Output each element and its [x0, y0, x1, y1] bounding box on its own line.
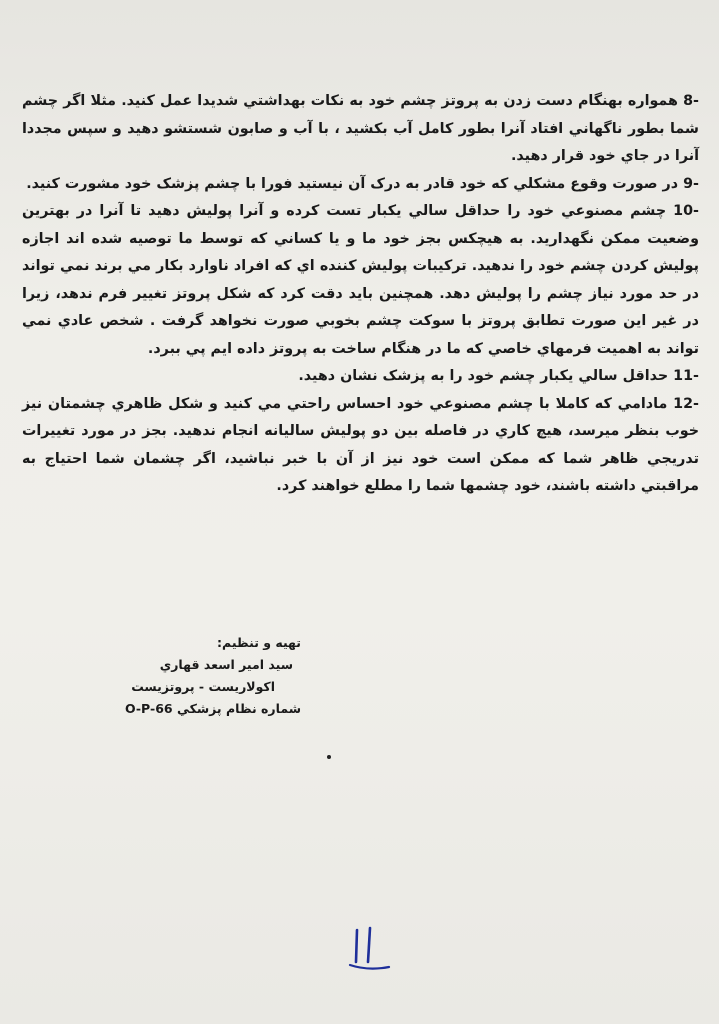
paragraph-number: 9-	[683, 175, 699, 192]
prepared-by-label: تهيه و تنظيم:	[217, 635, 301, 650]
paragraph-number: 11-	[673, 368, 699, 384]
paragraph-number: 10-	[673, 203, 699, 219]
paragraph-11	[22, 363, 699, 391]
paragraph-text: چشم مصنوعي خود را حداقل سالي يکبار تست کرده و آنرا پوليش دهيد تا آنرا در بهترين وضعيت ممکن نگهداريد. به هيچکس بجز خود ما و يا کساني که توسط ما توصيه شده اند اجازه پوليش کردن چشم خود را ندهيد. ترکيبات پوليش کننده اي که افراد ناوارد بکار مي برند نمي تواند در حد مورد نياز چشم را پوليش دهد. همچنين بايد دقت کرد که شکل پروتز تغيير فرم ندهد، زيرا در غير اين صورت تطابق پروتز با سوکت چشم بخوبي صورت نخواهد گرفت . شخص عادي نمي تواند به اهميت فرمهاي خاصي که ما در هنگام ساخت به پروتز داده ايم پي ببرد.	[22, 203, 699, 357]
author-title: اکولاريست - پروتزيست	[131, 679, 275, 694]
ink-dot	[327, 755, 331, 759]
paragraph-number: 12-	[673, 395, 699, 412]
paragraph-9	[22, 171, 699, 199]
medical-license-number: شماره نظام پزشکي O-P-66	[125, 701, 301, 716]
paragraph-12	[22, 391, 699, 501]
paragraph-number: 8-	[683, 93, 699, 109]
paragraph-text: حداقل سالي يکبار چشم خود را به پزشک نشان دهيد.	[298, 368, 669, 384]
paragraph-text: در صورت وقوع مشکلي که خود قادر به درک آن نيستيد فورا با چشم پزشک خود مشورت کنيد.	[26, 175, 679, 192]
paragraph-text: همواره بهنگام دست زدن به پروتز چشم خود به نکات بهداشتي شديدا عمل کنيد. مثلا اگر چشم شما بطور ناگهاني افتاد آنرا بطور کامل آب بکشيد ، با آب و صابون شستشو دهيد و سپس مجددا آنرا در جاي خود قرار دهيد.	[22, 93, 699, 164]
paragraph-text: مادامي که کاملا با چشم مصنوعي خود احساس راحتي مي کنيد و شکل ظاهري چشمتان نيز خوب بنظر ميرسد، هيچ کاري در فاصله بين دو پوليش ساليانه انجام ندهيد. بجز در مورد تغييرات تدريجي ظاهر شما که ممکن است خود نيز از آن با خبر نباشيد، اگر چشمان شما احتياج به مراقبتي داشته باشند، خود چشمها شما را مطلع خواهند کرد.	[22, 395, 699, 494]
page-number-drawing	[344, 922, 394, 976]
handwritten-page-number	[344, 922, 394, 976]
signature-block	[125, 632, 301, 720]
instructions-body	[22, 88, 699, 501]
paragraph-10	[22, 198, 699, 363]
paragraph-8	[22, 88, 699, 171]
author-name: سيد امير اسعد قهاري	[159, 657, 293, 672]
